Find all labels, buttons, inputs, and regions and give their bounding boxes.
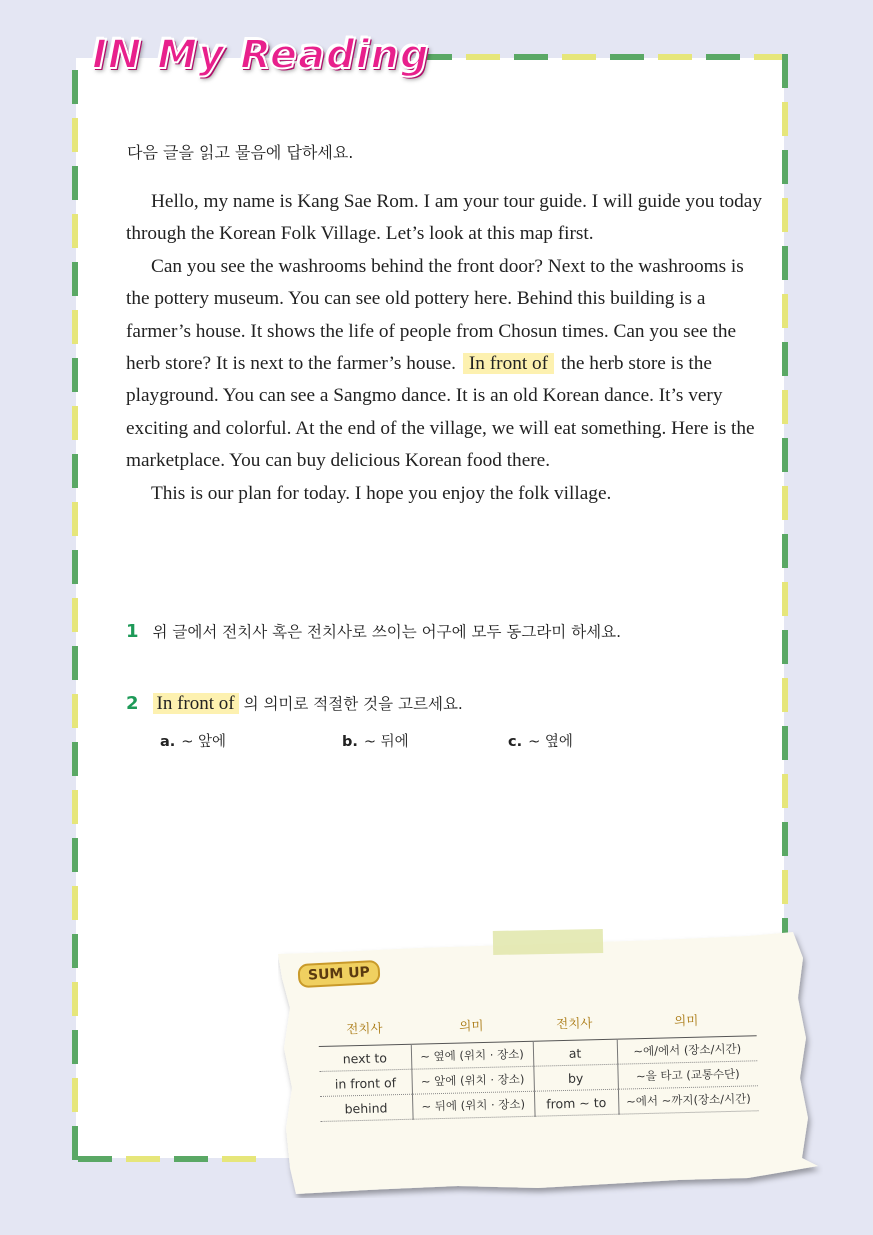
border-dash	[706, 54, 740, 60]
border-dash	[782, 102, 788, 136]
border-dash	[72, 118, 78, 152]
border-dash	[72, 646, 78, 680]
border-dash	[782, 534, 788, 568]
option-text: ~ 앞에	[181, 734, 227, 750]
table-cell: ~ 옆에 (위치 · 장소)	[411, 1041, 534, 1069]
border-dash	[782, 726, 788, 760]
border-dash	[72, 550, 78, 584]
question-2	[126, 692, 463, 715]
border-dash	[72, 886, 78, 920]
border-dash	[782, 438, 788, 472]
table-cell: at	[533, 1039, 618, 1066]
border-dash	[72, 406, 78, 440]
border-dash	[78, 1156, 112, 1162]
border-dash	[782, 582, 788, 616]
border-dash	[174, 1156, 208, 1162]
border-dash	[610, 54, 644, 60]
border-dash	[72, 502, 78, 536]
border-dash	[782, 822, 788, 856]
table-cell: by	[533, 1064, 618, 1091]
question-number: 1	[126, 621, 139, 642]
column-header: 전치사	[532, 1007, 617, 1042]
table-cell: ~ 앞에 (위치 · 장소)	[411, 1066, 534, 1094]
border-dash	[782, 870, 788, 904]
instruction-text: 다음 글을 읽고 물음에 답하세요.	[127, 143, 354, 162]
table-cell: ~에/에서 (장소/시간)	[617, 1036, 758, 1064]
table-cell: ~ 뒤에 (위치 · 장소)	[412, 1091, 535, 1119]
border-dash	[72, 262, 78, 296]
border-dash	[782, 294, 788, 328]
border-dash	[782, 678, 788, 712]
border-dash	[72, 694, 78, 728]
border-dash	[72, 790, 78, 824]
tape-strip	[493, 929, 603, 955]
column-header: 전치사	[318, 1012, 411, 1047]
highlighted-phrase: In front of	[153, 693, 239, 714]
border-dash	[72, 934, 78, 968]
table-cell: in front of	[319, 1069, 412, 1096]
border-dash	[782, 774, 788, 808]
passage-paragraph-2	[126, 251, 766, 478]
column-header: 의미	[616, 1003, 757, 1039]
sum-up-note	[278, 928, 823, 1198]
border-dash	[782, 390, 788, 424]
border-dash	[782, 198, 788, 232]
border-dash	[72, 1030, 78, 1064]
border-dash	[514, 54, 548, 60]
table-cell: from ~ to	[534, 1089, 619, 1116]
passage-paragraph-1: Hello, my name is Kang Sae Rom. I am your tour guide. I will guide you today through the Korean Folk Village. Let’s look at this map first.	[126, 191, 763, 245]
reading-passage	[126, 186, 766, 510]
border-dash	[658, 54, 692, 60]
table-cell: next to	[319, 1044, 412, 1071]
border-dash	[72, 310, 78, 344]
border-dash	[782, 246, 788, 280]
sum-up-table	[318, 1003, 759, 1122]
border-dash	[466, 54, 500, 60]
option-text: ~ 뒤에	[363, 734, 409, 750]
highlighted-phrase: In front of	[463, 353, 554, 374]
option-letter: c.	[508, 734, 523, 750]
border-dash	[222, 1156, 256, 1162]
option-letter: b.	[342, 734, 358, 750]
option-letter: a.	[160, 734, 176, 750]
border-dash	[782, 54, 788, 88]
passage-paragraph-3: This is our plan for today. I hope you enjoy the folk village.	[151, 482, 612, 504]
border-dash	[72, 70, 78, 104]
passage-text: Can you see the washrooms behind the front door? Next to the washrooms is the pottery museum. You can see old pottery here. Behind this building is a farmer’s house. It shows the life of people from Chosun times. Can you see the herb store? It is next to the farmer’s house.	[126, 255, 744, 375]
border-dash	[782, 342, 788, 376]
question-number: 2	[126, 693, 139, 714]
border-dash	[72, 1078, 78, 1112]
option-b[interactable]	[342, 730, 409, 751]
page-title: IN My Reading	[92, 32, 430, 78]
border-dash	[782, 486, 788, 520]
border-dash	[782, 150, 788, 184]
border-dash	[72, 214, 78, 248]
border-dash	[782, 630, 788, 664]
question-text: 의 의미로 적절한 것을 고르세요.	[243, 695, 463, 713]
border-dash	[72, 598, 78, 632]
option-text: ~ 옆에	[528, 734, 573, 750]
border-dash	[126, 1156, 160, 1162]
passage-text: the herb store is the playground. You can see a Sangmo dance. It is an old Korean dance. It’s very exciting and colorful. At the end of the village, we will eat something. Here is the marketplace. You can buy delicious Korean food there.	[126, 353, 755, 472]
border-dash	[562, 54, 596, 60]
table-cell: ~에서 ~까지(장소/시간)	[618, 1086, 759, 1114]
border-dash	[72, 1126, 78, 1160]
border-dash	[72, 742, 78, 776]
border-dash	[72, 838, 78, 872]
table-cell: ~을 타고 (교통수단)	[617, 1061, 758, 1089]
border-dash	[72, 982, 78, 1016]
option-a[interactable]	[160, 730, 226, 751]
border-dash	[72, 358, 78, 392]
column-header: 의미	[410, 1009, 533, 1044]
sum-up-label: SUM UP	[297, 960, 380, 988]
table-cell: behind	[320, 1094, 413, 1121]
question-text: 위 글에서 전치사 혹은 전치사로 쓰이는 어구에 모두 동그라미 하세요.	[152, 623, 622, 641]
option-c[interactable]	[508, 730, 573, 751]
question-1	[126, 620, 621, 642]
border-dash	[72, 166, 78, 200]
border-dash	[72, 454, 78, 488]
